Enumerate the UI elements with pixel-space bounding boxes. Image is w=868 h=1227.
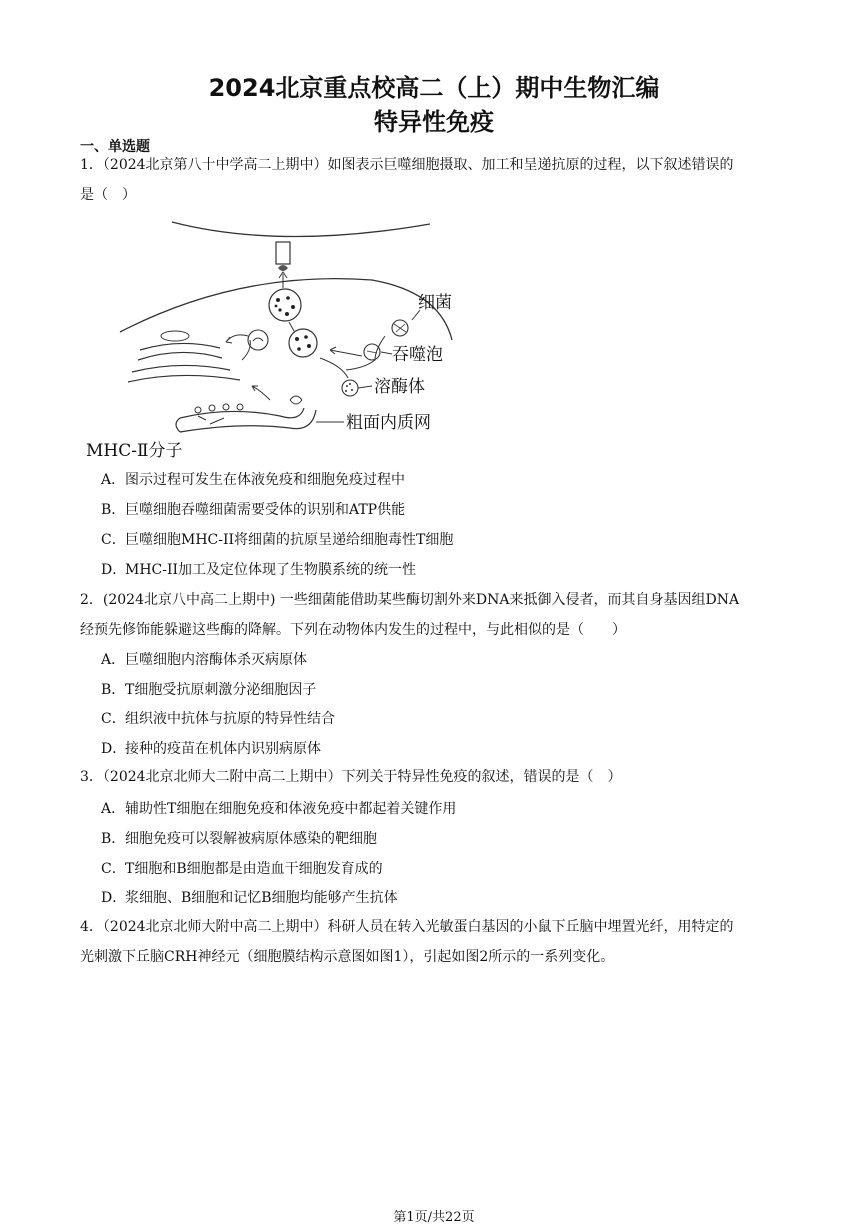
option-text: 组织液中抗体与抗原的特异性结合 — [125, 711, 335, 727]
option-letter: D． — [101, 562, 127, 578]
question-1-option-b[interactable] — [101, 500, 405, 520]
option-text: T细胞受抗原刺激分泌细胞因子 — [125, 682, 317, 698]
question-3-option-a[interactable] — [101, 799, 456, 819]
question-2-option-b[interactable] — [101, 680, 316, 700]
question-stem-line: 是（ ） — [80, 187, 136, 203]
question-3-option-d[interactable] — [101, 888, 398, 908]
option-letter: D． — [101, 890, 127, 906]
option-text: 浆细胞、B细胞和记忆B细胞均能够产生抗体 — [125, 890, 398, 906]
document-subtitle: 特异性免疫 — [374, 108, 494, 136]
option-letter: C． — [101, 532, 126, 548]
question-stem-line: 4．（2024北京北师大附中高二上期中）科研人员在转入光敏蛋白基因的小鼠下丘脑中埋置光纤，用特定的 — [80, 919, 734, 935]
label-lysosome: 溶酶体 — [374, 377, 425, 397]
question-stem-line: 经预先修饰能躲避这些酶的降解。下列在动物体内发生的过程中，与此相似的是（ ） — [80, 622, 626, 638]
option-letter: D． — [101, 741, 127, 757]
macrophage-antigen-diagram — [80, 210, 460, 460]
label-bacteria: 细菌 — [418, 293, 452, 313]
question-2-option-c[interactable] — [101, 709, 335, 729]
option-letter: C． — [101, 861, 126, 877]
question-4-stem — [80, 912, 792, 972]
option-text: 巨噬细胞吞噬细菌需要受体的识别和ATP供能 — [125, 502, 406, 518]
question-3-option-c[interactable] — [101, 859, 383, 879]
option-letter: B． — [101, 831, 126, 847]
option-text: 巨噬细胞MHC-II将细菌的抗原呈递给细胞毒性T细胞 — [125, 532, 454, 548]
label-phagosome: 吞噬泡 — [392, 345, 443, 365]
question-3-option-b[interactable] — [101, 829, 377, 849]
page-footer: 第1页/共22页 — [393, 1210, 475, 1225]
option-text: 图示过程可发生在体液免疫和细胞免疫过程中 — [125, 472, 405, 488]
option-text: 细胞免疫可以裂解被病原体感染的靶细胞 — [125, 831, 377, 847]
label-rough-er: 粗面内质网 — [346, 413, 431, 433]
label-mhc-ii: MHC-Ⅱ分子 — [86, 441, 183, 460]
question-2-option-a[interactable] — [101, 650, 307, 670]
question-stem-line: 2．(2024北京八中高二上期中) 一些细菌能借助某些酶切割外来DNA来抵御入侵者，而其自身基因组DNA — [80, 592, 740, 608]
option-letter: A． — [101, 472, 126, 488]
option-text: T细胞和B细胞都是由造血干细胞发育成的 — [125, 861, 383, 877]
question-stem-line: 1．（2024北京第八十中学高二上期中）如图表示巨噬细胞摄取、加工和呈递抗原的过程，以下叙述错误的 — [80, 157, 734, 173]
option-letter: B． — [101, 502, 126, 518]
question-1-option-a[interactable] — [101, 470, 405, 490]
section-heading: 一、单选题 — [80, 139, 150, 155]
option-letter: B． — [101, 682, 126, 698]
option-text: MHC-II加工及定位体现了生物膜系统的统一性 — [125, 562, 417, 578]
option-letter: C． — [101, 711, 126, 727]
option-text: 巨噬细胞内溶酶体杀灭病原体 — [125, 652, 307, 668]
question-stem-line: 光刺激下丘脑CRH神经元（细胞膜结构示意图如图1），引起如图2所示的一系列变化。 — [80, 949, 615, 965]
option-letter: A． — [101, 801, 126, 817]
option-text: 辅助性T细胞在细胞免疫和体液免疫中都起着关键作用 — [125, 801, 457, 817]
document-title: 2024北京重点校高二（上）期中生物汇编 — [208, 74, 660, 102]
question-1-option-d[interactable] — [101, 560, 416, 580]
question-1-option-c[interactable] — [101, 530, 453, 550]
option-letter: A． — [101, 652, 126, 668]
option-text: 接种的疫苗在机体内识别病原体 — [125, 741, 321, 757]
question-3-stem — [80, 762, 792, 792]
question-2-stem — [80, 585, 792, 645]
question-stem-line: 3．（2024北京北师大二附中高二上期中）下列关于特异性免疫的叙述，错误的是（ ） — [80, 769, 622, 785]
question-2-option-d[interactable] — [101, 739, 321, 759]
question-1-stem — [80, 150, 792, 210]
